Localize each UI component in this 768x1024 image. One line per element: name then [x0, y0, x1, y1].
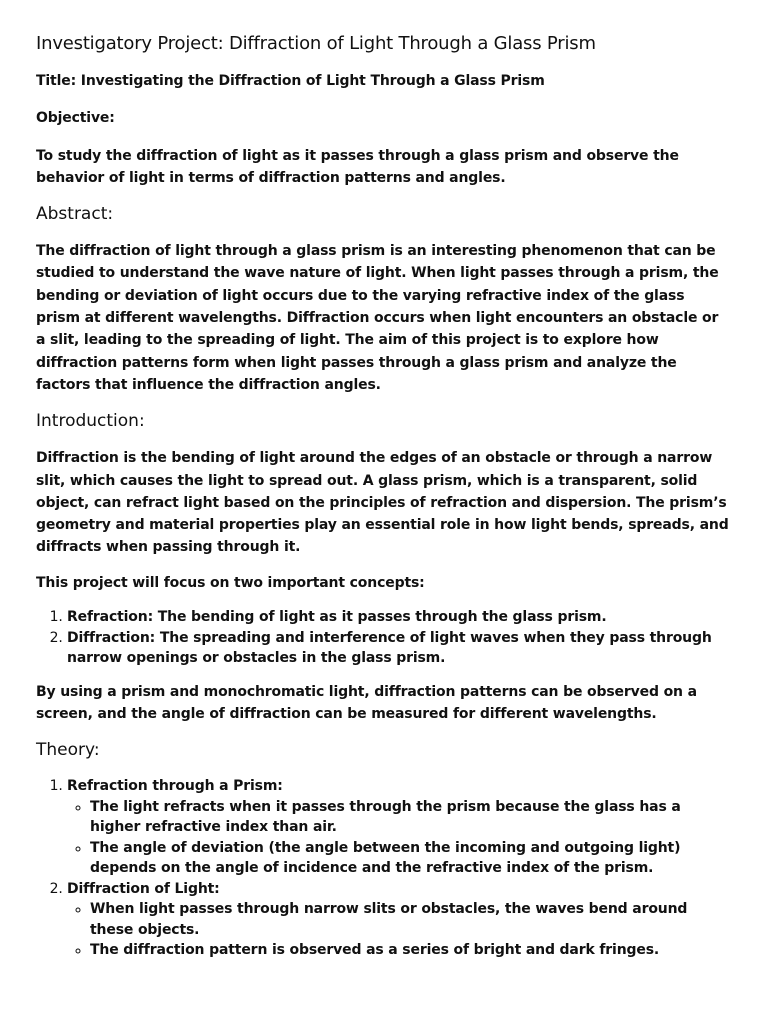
abstract-heading: Abstract: [36, 204, 114, 225]
objective-text: To study the diffraction of light as it passes through a glass prism and observe the behavior of light in terms of diffraction patterns and angles. [36, 147, 679, 186]
theory-heading: Theory: [36, 740, 100, 761]
abstract-text: The diffraction of light through a glass prism is an interesting phenomenon that can be studied to understand the wave nature of light. When light passes through a prism, the bending or deviation of light occurs due to the varying refractive index of the glass prism at different wavelengths. Diffraction occurs when light encounters an obstacle or a slit, leading to the spreading of light. The aim of this project is to explore how diffraction patterns form when light passes through a glass prism and analyze the factors that influence the diffraction angles. [36, 243, 719, 393]
theory-point: ◦ The diffraction pattern is observed as a series of bright and dark fringes. [90, 940, 732, 961]
theory-sublist [67, 797, 732, 879]
theory-item-refraction [67, 776, 732, 879]
project-title-line: Title: Investigating the Diffraction of Light Through a Glass Prism [36, 73, 545, 89]
theory-point: ◦ When light passes through narrow slits or obstacles, the waves bend around these objects. [90, 899, 732, 940]
concept-item-refraction: 1. Refraction: The bending of light as it passes through the glass prism. [67, 607, 732, 628]
concept-item-diffraction: 2. Diffraction: The spreading and interference of light waves when they pass through narrow openings or obstacles in the glass prism. [67, 628, 732, 669]
introduction-heading: Introduction: [36, 411, 145, 432]
theory-item-label: Refraction through a Prism: [67, 778, 283, 795]
theory-item-label: Diffraction of Light: [67, 880, 220, 897]
theory-point: ◦ The light refracts when it passes through the prism because the glass has a higher refractive index than air. [90, 797, 732, 838]
introduction-paragraph-3: By using a prism and monochromatic light, diffraction patterns can be observed on a screen, and the angle of diffraction can be measured for different wavelengths. [36, 683, 697, 722]
introduction-paragraph-1: Diffraction is the bending of light around the edges of an obstacle or through a narrow slit, which causes the light to spread out. A glass prism, which is a transparent, solid object, can refract light based on the principles of refraction and dispersion. The prism’s geometry and material properties play an essential role in how light bends, spreads, and diffracts when passing through it. [36, 450, 729, 556]
theory-list [36, 776, 732, 961]
introduction-paragraph-2: This project will focus on two important concepts: [36, 574, 425, 591]
concepts-list [36, 607, 732, 669]
theory-point: ◦ The angle of deviation (the angle between the incoming and outgoing light) depends on the angle of incidence and the refractive index of the prism. [90, 838, 732, 879]
document-title: Investigatory Project: Diffraction of Light Through a Glass Prism [36, 33, 596, 54]
objective-label: Objective: [36, 110, 115, 127]
theory-item-diffraction [67, 879, 732, 961]
theory-sublist [67, 899, 732, 961]
